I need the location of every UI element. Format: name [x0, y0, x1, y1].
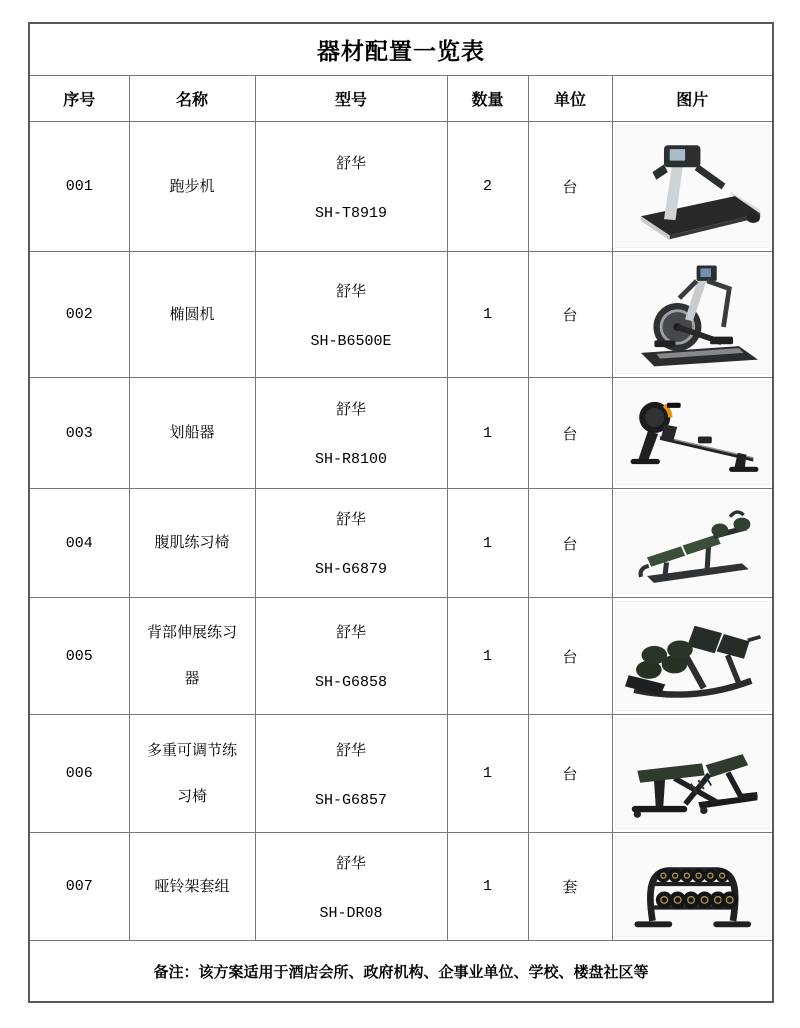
- cell-no: 003: [29, 378, 129, 489]
- title-row: [29, 23, 773, 76]
- model-text: SH-G6857: [314, 791, 387, 809]
- cell-name: 背部伸展练习器: [129, 598, 255, 715]
- brand-text: 舒华: [335, 283, 366, 300]
- cell-unit: 台: [528, 252, 612, 378]
- cell-name: 椭圆机: [129, 252, 255, 378]
- cell-unit: 台: [528, 715, 612, 833]
- cell-photo: [612, 489, 773, 598]
- cell-no: 004: [29, 489, 129, 598]
- cell-name: 哑铃架套组: [129, 833, 255, 941]
- cell-photo: [612, 122, 773, 252]
- cell-photo: [612, 715, 773, 833]
- cell-model: [255, 252, 447, 378]
- treadmill-photo: [615, 125, 771, 248]
- cell-name: 腹肌练习椅: [129, 489, 255, 598]
- cell-unit: 台: [528, 378, 612, 489]
- cell-name: 划船器: [129, 378, 255, 489]
- cell-qty: 1: [447, 833, 528, 941]
- cell-unit: 套: [528, 833, 612, 941]
- cell-no: 005: [29, 598, 129, 715]
- brand-text: 舒华: [335, 625, 366, 641]
- cell-qty: 2: [447, 122, 528, 252]
- cell-photo: [612, 833, 773, 941]
- back-extension-photo: [615, 601, 771, 711]
- cell-no: 002: [29, 252, 129, 378]
- cell-model: [255, 598, 447, 715]
- cell-unit: 台: [528, 489, 612, 598]
- col-header-name: 名称: [129, 76, 255, 122]
- footer-row: [29, 941, 773, 1003]
- equipment-table: [28, 22, 774, 1003]
- cell-name: 多重可调节练习椅: [129, 715, 255, 833]
- model-text: SH-G6879: [314, 561, 387, 578]
- table-row: [29, 598, 773, 715]
- cell-model: [255, 715, 447, 833]
- model-text: SH-B6500E: [310, 332, 392, 350]
- cell-photo: [612, 252, 773, 378]
- cell-no: 001: [29, 122, 129, 252]
- cell-qty: 1: [447, 598, 528, 715]
- brand-text: 舒华: [335, 155, 366, 172]
- col-header-photo: 图片: [612, 76, 773, 122]
- cell-no: 006: [29, 715, 129, 833]
- cell-model: [255, 122, 447, 252]
- table-row: [29, 489, 773, 598]
- brand-text: 舒华: [335, 402, 366, 418]
- brand-text: 舒华: [335, 855, 366, 872]
- cell-photo: [612, 378, 773, 489]
- elliptical-photo: [615, 255, 771, 374]
- cell-no: 007: [29, 833, 129, 941]
- table-row: [29, 715, 773, 833]
- table-row: [29, 252, 773, 378]
- cell-photo: [612, 598, 773, 715]
- model-text: SH-DR08: [319, 904, 383, 922]
- col-header-no: 序号: [29, 76, 129, 122]
- cell-model: [255, 378, 447, 489]
- cell-qty: 1: [447, 378, 528, 489]
- model-text: SH-G6858: [314, 674, 387, 691]
- page-title: 器材配置一览表: [29, 23, 773, 76]
- brand-text: 舒华: [335, 512, 366, 528]
- col-header-unit: 单位: [528, 76, 612, 122]
- brand-text: 舒华: [335, 742, 366, 759]
- cell-qty: 1: [447, 489, 528, 598]
- cell-name: 跑步机: [129, 122, 255, 252]
- col-header-model: 型号: [255, 76, 447, 122]
- cell-model: [255, 833, 447, 941]
- model-text: SH-R8100: [314, 451, 387, 468]
- cell-qty: 1: [447, 715, 528, 833]
- adjustable-bench-photo: [615, 718, 771, 829]
- table-row: [29, 378, 773, 489]
- cell-unit: 台: [528, 122, 612, 252]
- rower-photo: [615, 381, 771, 485]
- table-row: [29, 122, 773, 252]
- cell-unit: 台: [528, 598, 612, 715]
- header-row: [29, 76, 773, 122]
- model-text: SH-T8919: [314, 204, 387, 222]
- cell-model: [255, 489, 447, 598]
- cell-qty: 1: [447, 252, 528, 378]
- col-header-qty: 数量: [447, 76, 528, 122]
- table-row: [29, 833, 773, 941]
- footer-note: 备注：该方案适用于酒店会所、政府机构、企事业单位、学校、楼盘社区等: [29, 941, 773, 1003]
- dumbbell-rack-photo: [615, 836, 771, 937]
- ab-bench-photo: [615, 492, 771, 594]
